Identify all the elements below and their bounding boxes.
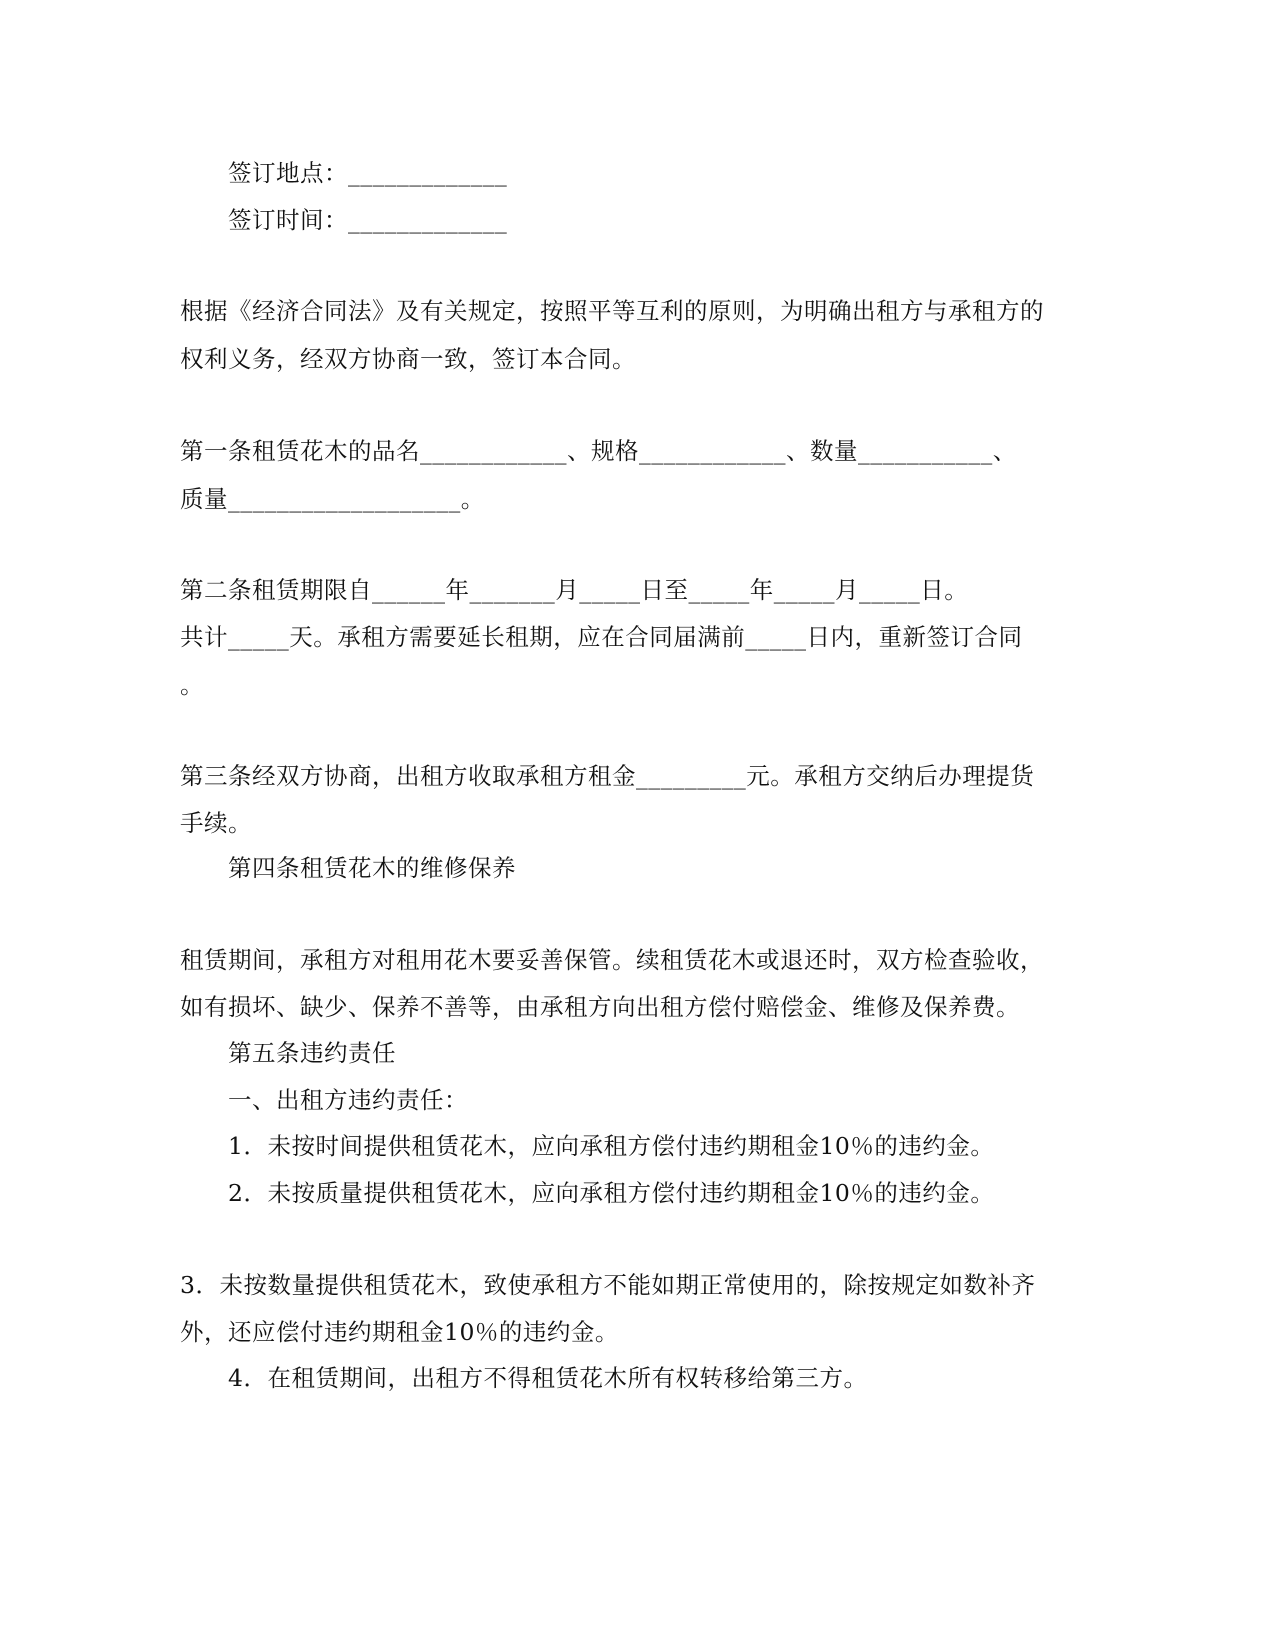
breach-item-3-line-2: 外，还应偿付违约期租金10％的违约金。: [180, 1318, 619, 1346]
signing-place: 签订地点：_____________: [228, 159, 508, 187]
article2-line-3: 。: [180, 671, 204, 699]
preamble-line-1: 根据《经济合同法》及有关规定，按照平等互利的原则，为明确出租方与承租方的: [180, 297, 1044, 325]
lessor-breach-title: 一、出租方违约责任：: [228, 1086, 468, 1114]
article5-title: 第五条违约责任: [228, 1039, 396, 1067]
article4-title: 第四条租赁花木的维修保养: [228, 854, 516, 882]
article4-body-line-1: 租赁期间，承租方对租用花木要妥善保管。续租赁花木或退还时，双方检查验收，: [180, 946, 1044, 974]
breach-item-1: 1．未按时间提供租赁花木，应向承租方偿付违约期租金10％的违约金。: [228, 1132, 995, 1160]
breach-item-2: 2．未按质量提供租赁花木，应向承租方偿付违约期租金10％的违约金。: [228, 1179, 995, 1207]
preamble-line-2: 权利义务，经双方协商一致，签订本合同。: [180, 345, 636, 373]
article2-line-2: 共计_____天。承租方需要延长租期，应在合同届满前_____日内，重新签订合同: [180, 623, 1023, 651]
article4-body-line-2: 如有损坏、缺少、保养不善等，由承租方向出租方偿付赔偿金、维修及保养费。: [180, 993, 1020, 1021]
article1-line-2: 质量___________________。: [180, 485, 485, 513]
article2-line-1: 第二条租赁期限自______年_______月_____日至_____年_____月_____日。: [180, 576, 969, 604]
signing-time: 签订时间：_____________: [228, 206, 508, 234]
breach-item-3-line-1: 3．未按数量提供租赁花木，致使承租方不能如期正常使用的，除按规定如数补齐: [180, 1271, 1036, 1299]
article3-line-2: 手续。: [180, 809, 252, 837]
article1-line-1: 第一条租赁花木的品名____________、规格____________、数量___________、: [180, 437, 1017, 465]
article3-line-1: 第三条经双方协商，出租方收取承租方租金_________元。承租方交纳后办理提货: [180, 762, 1035, 790]
breach-item-4: 4．在租赁期间，出租方不得租赁花木所有权转移给第三方。: [228, 1364, 868, 1392]
